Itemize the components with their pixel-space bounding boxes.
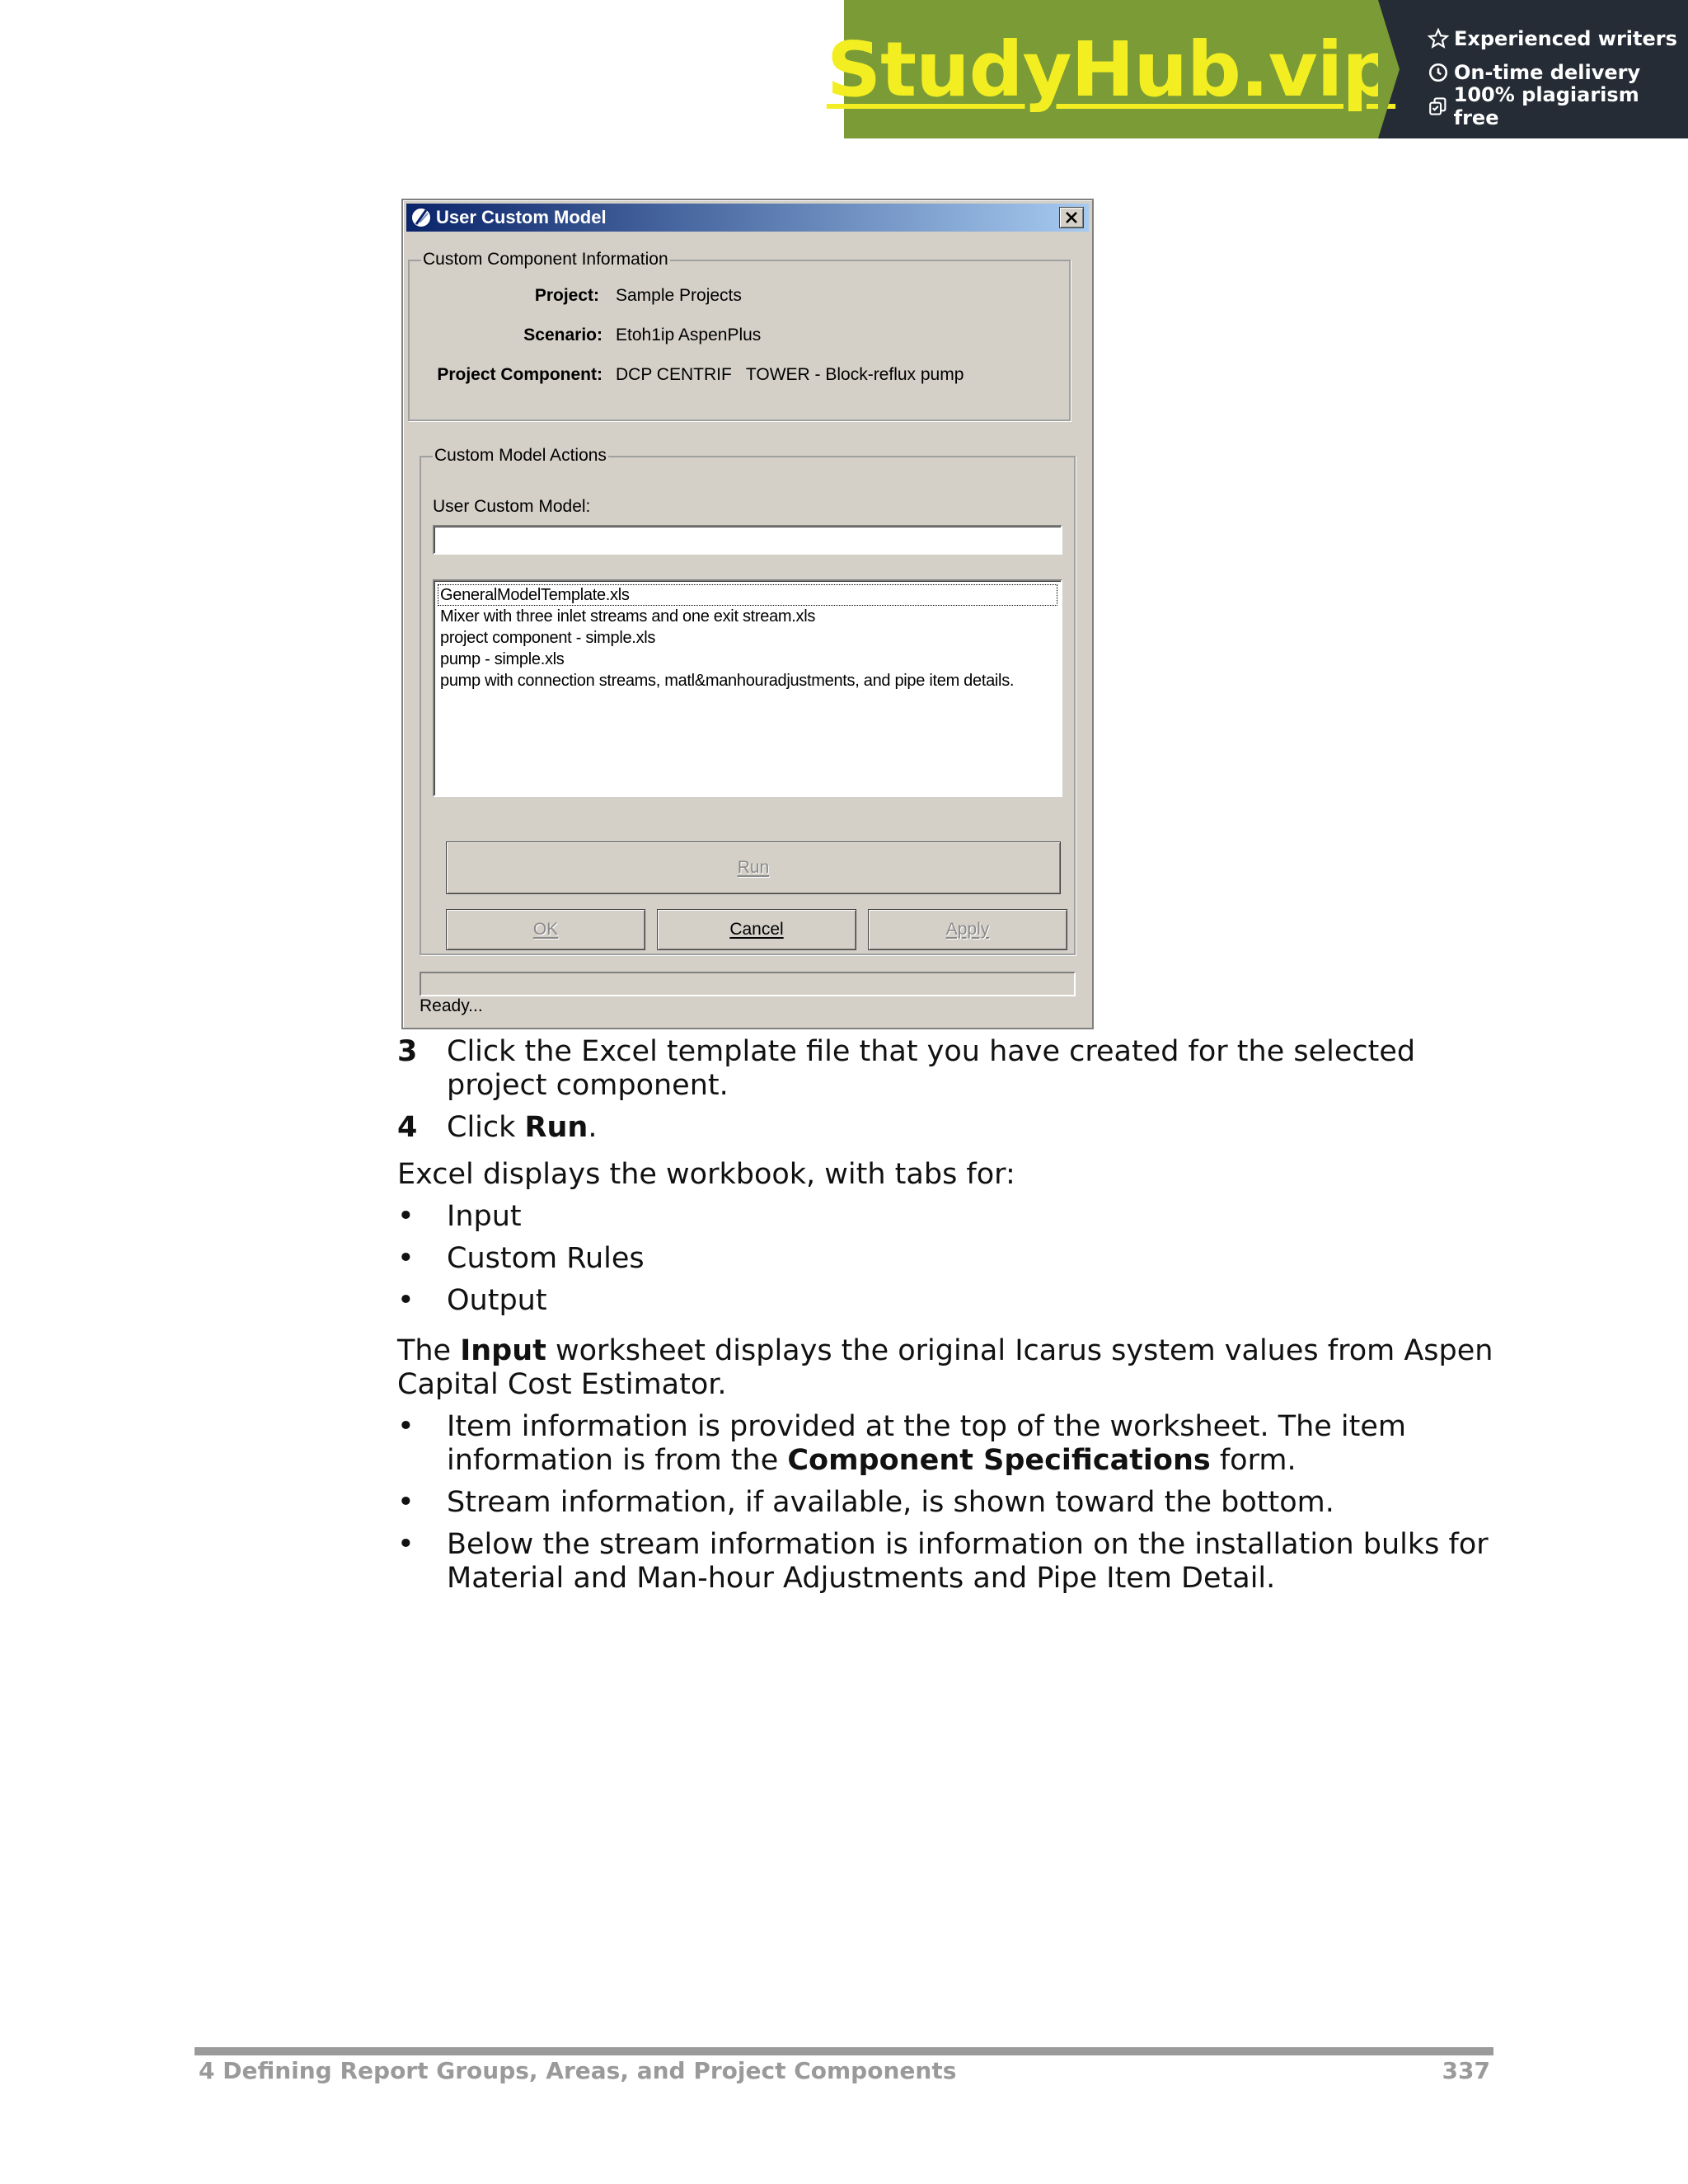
bullet-mark: • — [397, 1242, 415, 1275]
step-text-end: . — [588, 1111, 598, 1144]
input-worksheet-paragraph — [397, 1334, 1502, 1402]
footer-page-number: 337 — [1442, 2057, 1490, 2084]
step-bold: Run — [524, 1111, 588, 1144]
custom-model-actions-legend: Custom Model Actions — [434, 446, 607, 465]
list-item[interactable]: pump with connection streams, matl&manhouradjustments, and pipe item details. — [440, 672, 1015, 690]
user-custom-model-input[interactable] — [433, 525, 1062, 555]
bullet-text: Input — [447, 1200, 522, 1233]
user-custom-model-label: User Custom Model: — [433, 497, 591, 516]
template-file-list[interactable] — [433, 579, 1062, 797]
dialog-title: User Custom Model — [436, 207, 607, 227]
list-item[interactable]: Mixer with three inlet streams and one exit stream.xls — [440, 607, 816, 626]
detail-bullet-stream-info — [397, 1486, 1502, 1520]
project-label: Project: — [534, 286, 599, 305]
feature-plagiarism-free — [1428, 82, 1688, 129]
bullet-text: Stream information, if available, is shown toward the bottom. — [447, 1486, 1334, 1519]
scenario-label: Scenario: — [523, 326, 603, 344]
banner-brand-panel — [826, 0, 1396, 138]
app-icon — [410, 206, 433, 229]
project-component-value: DCP CENTRIF TOWER - Block-reflux pump — [616, 365, 964, 384]
feature-label: Experienced writers — [1454, 26, 1677, 50]
bullet-mark: • — [397, 1284, 415, 1317]
project-component-label: Project Component: — [437, 365, 603, 384]
step-number: 4 — [397, 1111, 418, 1144]
brand-logo-text: StudyHub.vip — [826, 25, 1396, 114]
tab-bullet-custom-rules — [397, 1242, 1502, 1276]
bullet-text: Custom Rules — [447, 1242, 645, 1275]
footer-rule — [195, 2047, 1493, 2055]
feature-label: On-time delivery — [1454, 60, 1641, 84]
bullet-mark: • — [397, 1200, 415, 1233]
list-item[interactable]: GeneralModelTemplate.xls — [438, 584, 1057, 606]
tabs-intro: Excel displays the workbook, with tabs for: — [397, 1158, 1015, 1191]
status-text: Ready... — [420, 996, 483, 1015]
cancel-button[interactable]: Cancel — [657, 909, 856, 950]
info-row-project — [410, 286, 1061, 311]
close-button[interactable] — [1059, 207, 1084, 228]
clock-icon — [1428, 62, 1449, 83]
banner-features-panel — [1378, 0, 1688, 138]
bullet-text: Output — [447, 1284, 547, 1317]
custom-model-actions-group — [420, 446, 1076, 955]
list-item[interactable]: pump - simple.xls — [440, 650, 565, 668]
bullet-bold: Component Specifications — [787, 1444, 1211, 1477]
component-info-group — [408, 250, 1071, 421]
info-row-project-component — [410, 365, 1061, 390]
run-button[interactable]: Run — [446, 841, 1061, 894]
close-icon — [1065, 212, 1078, 223]
info-row-scenario — [410, 326, 1061, 350]
scenario-value: Etoh1ip AspenPlus — [616, 326, 762, 344]
copy-check-icon — [1428, 96, 1449, 117]
detail-bullet-item-info — [397, 1410, 1502, 1478]
project-value: Sample Projects — [616, 286, 742, 305]
step-text: Click the Excel template file that you have created for the selected project component. — [447, 1035, 1416, 1102]
list-item[interactable]: project component - simple.xls — [440, 629, 656, 647]
progress-bar — [420, 972, 1076, 996]
dialog-titlebar[interactable] — [406, 204, 1089, 232]
bullet-mark: • — [397, 1528, 415, 1561]
step-4 — [397, 1111, 1502, 1145]
document-body — [397, 1035, 1502, 1604]
feature-experienced-writers — [1428, 21, 1688, 55]
detail-bullet-installation-bulks — [397, 1528, 1502, 1596]
feature-label: 100% plagiarism free — [1453, 82, 1639, 129]
ok-button[interactable]: OK — [446, 909, 645, 950]
bullet-mark: • — [397, 1410, 415, 1443]
tab-bullet-output — [397, 1284, 1502, 1318]
bullet-mark: • — [397, 1486, 415, 1519]
step-text: Click — [447, 1111, 525, 1144]
step-3 — [397, 1035, 1502, 1103]
para-bold: Input — [460, 1334, 546, 1367]
tab-bullet-input — [397, 1200, 1502, 1234]
para-text: The — [397, 1334, 461, 1367]
apply-button[interactable]: Apply — [868, 909, 1067, 950]
bullet-text-end: form. — [1210, 1444, 1296, 1477]
para-text-end: worksheet displays the original Icarus system values from Aspen Capital Cost Estimator. — [397, 1334, 1493, 1401]
star-icon — [1428, 28, 1449, 49]
footer-chapter: 4 Defining Report Groups, Areas, and Project Components — [199, 2057, 957, 2084]
bullet-text: Item information is provided at the top of the worksheet. The item information is from the — [447, 1410, 1407, 1477]
studyhub-banner[interactable] — [826, 0, 1688, 138]
bullet-text: Below the stream information is information on the installation bulks for Material and Man-hour Adjustments and Pipe Item Detail. — [447, 1528, 1489, 1595]
component-info-legend: Custom Component Information — [423, 250, 668, 269]
step-number: 3 — [397, 1035, 418, 1068]
user-custom-model-dialog — [401, 199, 1094, 1029]
